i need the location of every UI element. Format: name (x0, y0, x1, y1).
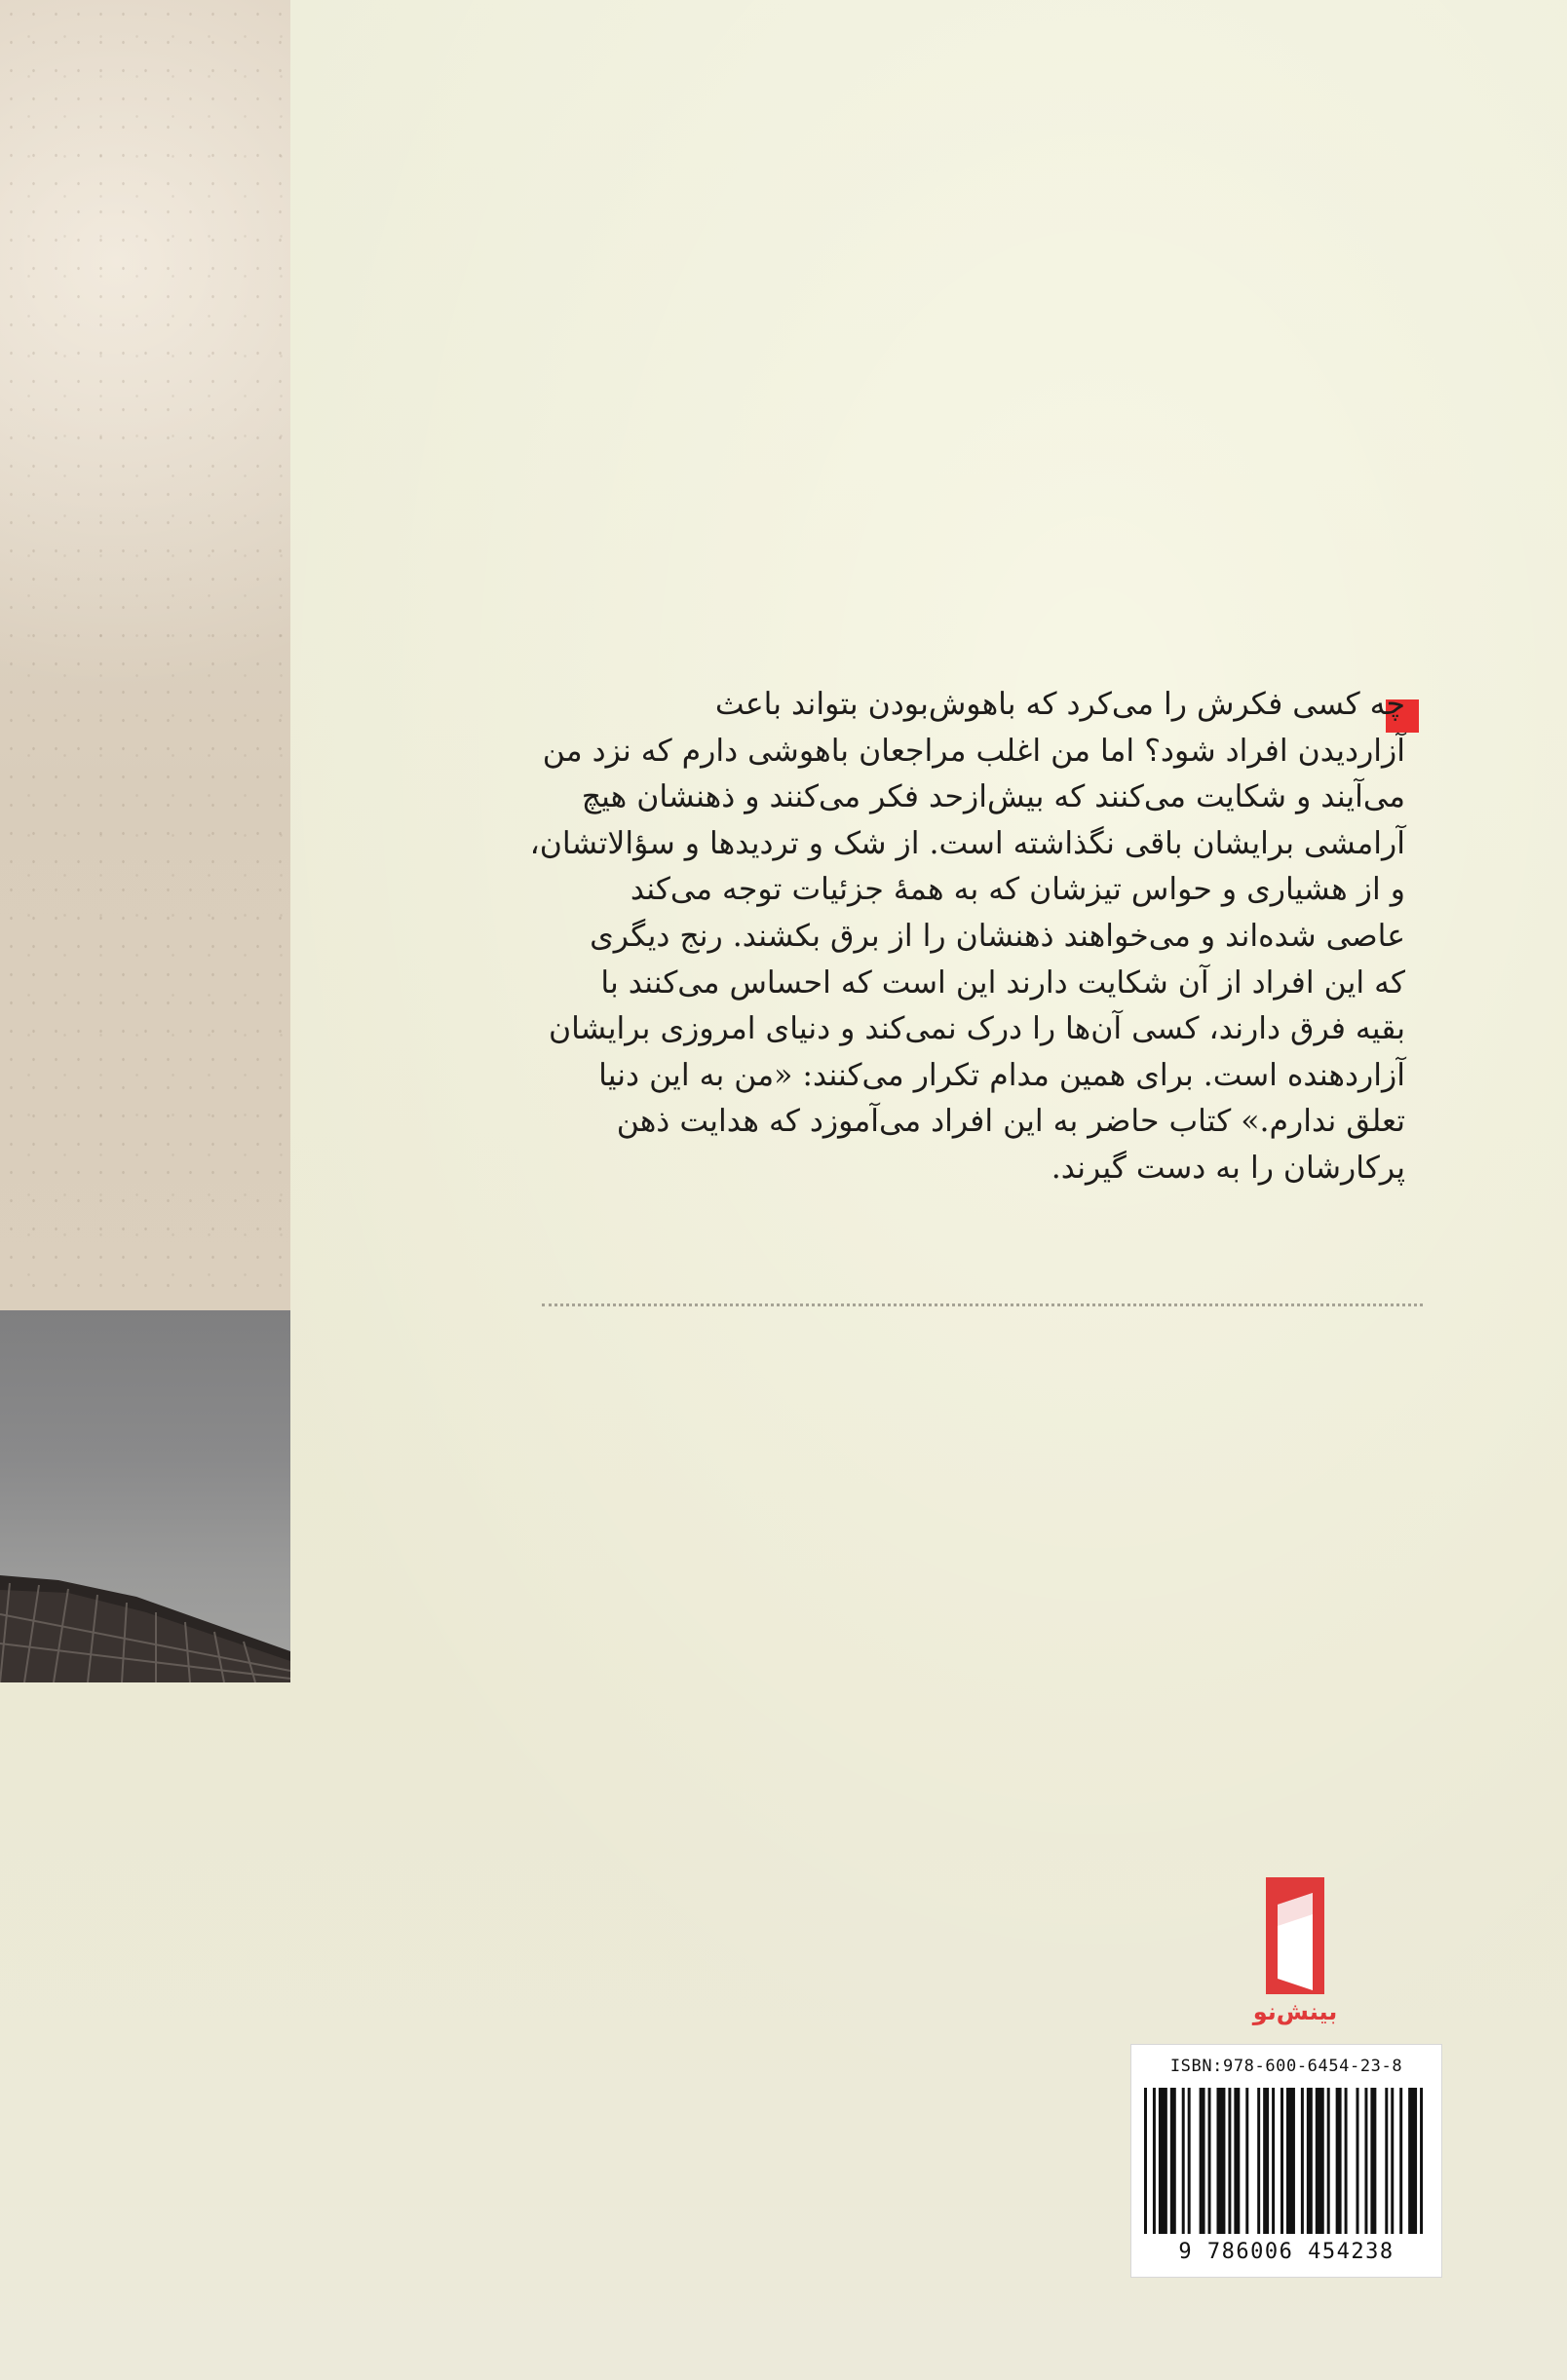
barcode-bar (1144, 2088, 1147, 2234)
blurb-line: بقیه فرق دارند، کسی آن‌ها را درک نمی‌کند و دنیای امروزی برایشان (548, 1011, 1405, 1047)
barcode-bar (1307, 2088, 1313, 2234)
barcode-bar (1153, 2088, 1156, 2234)
barcode-bar (1408, 2088, 1417, 2234)
barcode-bar (1216, 2088, 1225, 2234)
roof-silhouette-image (0, 1536, 290, 1682)
barcode-bar (1316, 2088, 1324, 2234)
spine-texture-strip (0, 0, 290, 1310)
blurb-line: آرامشی برایشان باقی نگذاشته است. از شک و تردیدها و سؤالاتشان، (529, 825, 1405, 861)
barcode-bar (1257, 2088, 1260, 2234)
barcode-bar (1182, 2088, 1185, 2234)
publisher-logo (1251, 1875, 1339, 2031)
barcode-bar (1364, 2088, 1367, 2234)
barcode-bar (1370, 2088, 1376, 2234)
isbn-barcode-box (1130, 2044, 1442, 2278)
barcode-bar (1208, 2088, 1211, 2234)
barcode-digits: 9 786006 454238 (1178, 2240, 1395, 2264)
dotted-divider (542, 1303, 1423, 1306)
blurb-line: و از هشیاری و حواس تیزشان که به همهٔ جزئیات توجه می‌کند (630, 872, 1405, 908)
blurb-line: می‌آیند و شکایت می‌کنند که بیش‌ازحد فکر می‌کنند و ذهنشان هیچ (581, 779, 1405, 815)
barcode-bar (1280, 2088, 1283, 2234)
barcode-bar (1301, 2088, 1304, 2234)
barcode-bar (1336, 2088, 1342, 2234)
blurb-line: آزاردیدن افراد شود؟ اما من اغلب مراجعان باهوشی دارم که نزد من (542, 733, 1405, 769)
isbn-label: ISBN:978-600-6454-23-8 (1169, 2057, 1403, 2076)
barcode-bar (1345, 2088, 1348, 2234)
blurb-line: تعلق ندارم.» کتاب حاضر به این افراد می‌آموزد که هدایت ذهن (616, 1104, 1405, 1140)
blurb-line: که این افراد از آن شکایت دارند این است که احساس می‌کنند با (600, 964, 1405, 1001)
barcode-bar (1188, 2088, 1191, 2234)
blurb-line: آزاردهنده است. برای همین مدام تکرار می‌کنند: «من به این دنیا (598, 1057, 1405, 1093)
blurb-line: چه کسی فکرش را می‌کرد که باهوش‌بودن بتواند باعث (714, 687, 1405, 722)
publisher-name: بینش‌نو (1252, 1998, 1338, 2025)
barcode-bar (1357, 2088, 1359, 2234)
barcode-bar (1391, 2088, 1394, 2234)
barcode-bar (1159, 2088, 1167, 2234)
barcode-bar (1234, 2088, 1240, 2234)
barcode-bar (1420, 2088, 1423, 2234)
back-cover-blurb (489, 682, 1405, 1192)
barcode-bar (1200, 2088, 1205, 2234)
publisher-book-icon (1264, 1875, 1326, 1996)
barcode-bar (1385, 2088, 1388, 2234)
barcode-bar (1399, 2088, 1402, 2234)
barcode-bar (1272, 2088, 1275, 2234)
barcode-bar (1263, 2088, 1269, 2234)
barcode-bar (1286, 2088, 1295, 2234)
barcode-image (1144, 2088, 1429, 2234)
blurb-line: پرکارشان را به دست گیرند. (1051, 1150, 1405, 1186)
barcode-bar (1245, 2088, 1248, 2234)
cover-photo-fragment (0, 1310, 290, 1682)
barcode-bar (1327, 2088, 1330, 2234)
barcode-bar (1228, 2088, 1231, 2234)
blurb-line: عاصی شده‌اند و می‌خواهند ذهنشان را از برق بکشند. رنج دیگری (590, 918, 1405, 954)
barcode-bar (1170, 2088, 1176, 2234)
